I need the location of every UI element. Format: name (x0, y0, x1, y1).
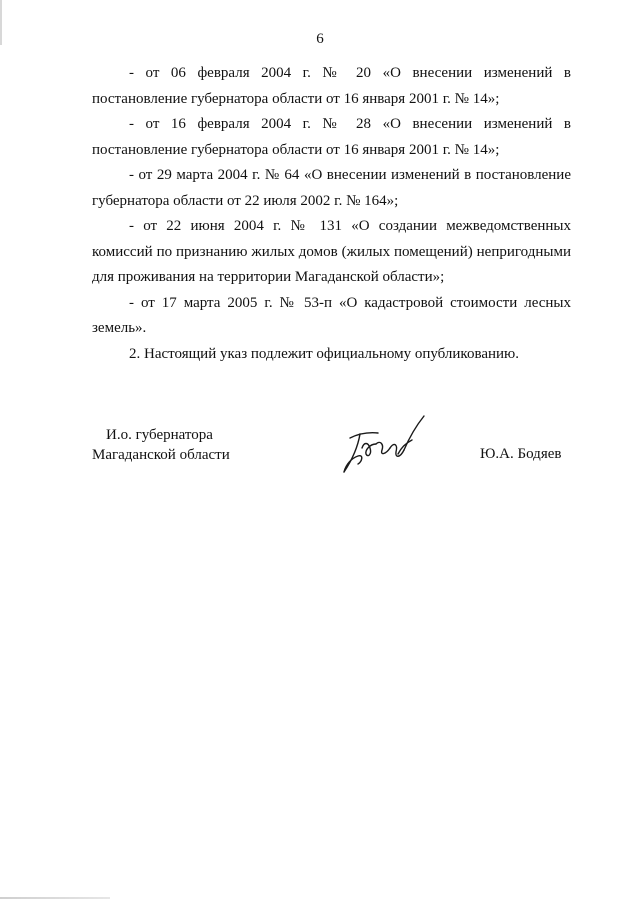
document-body (92, 61, 571, 367)
scan-bottom-mark (0, 897, 110, 899)
page-number: 6 (316, 31, 324, 47)
signatory-position (92, 425, 230, 465)
signatory-position-line1: И.о. губернатора (106, 427, 213, 443)
list-item: - от 06 февраля 2004 г. № 20 «О внесении изменений в постановление губернатора области от 16 января 2001 г. № 14»; (92, 65, 571, 107)
signatory-name: Ю.А. Бодяев (480, 446, 562, 462)
signature-icon (338, 414, 428, 476)
list-item: - от 22 июня 2004 г. № 131 «О создании межведомственных комиссий по признанию жилых домов (жилых помещений) непригодными для проживания на территории Магаданской области»; (92, 218, 571, 285)
list-item: - от 29 марта 2004 г. № 64 «О внесении изменений в постановление губернатора области от 22 июля 2002 г. № 164»; (92, 167, 571, 209)
signatory-position-line2: Магаданской области (92, 447, 230, 463)
publication-clause: 2. Настоящий указ подлежит официальному опубликованию. (129, 345, 520, 362)
list-item: - от 17 марта 2005 г. № 53-п «О кадастровой стоимости лесных земель». (92, 294, 571, 336)
list-item: - от 16 февраля 2004 г. № 28 «О внесении изменений в постановление губернатора области от 16 января 2001 г. № 14»; (92, 116, 571, 158)
